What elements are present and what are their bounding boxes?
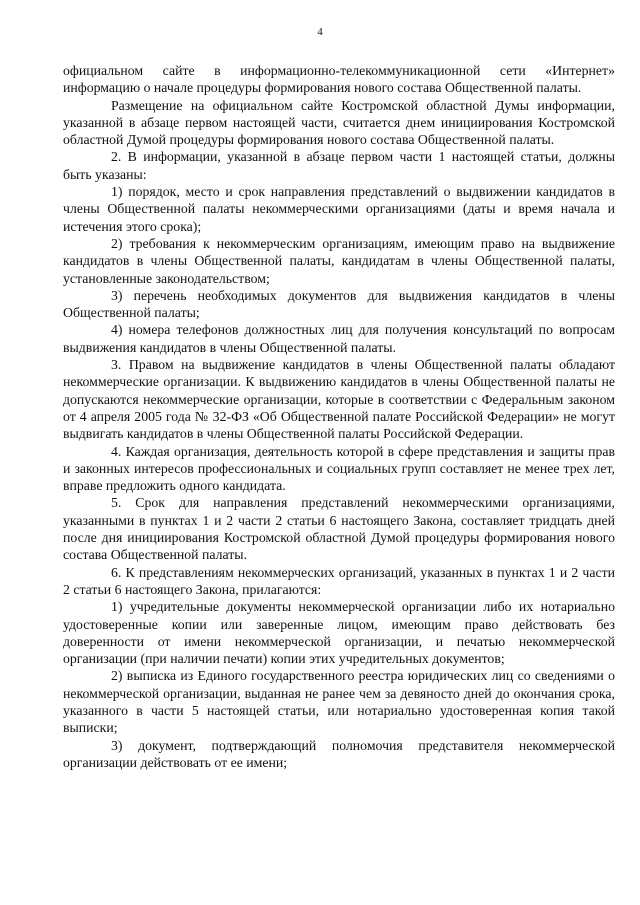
paragraph-item-4: 4. Каждая организация, деятельность которой в сфере представления и защиты прав и законных интересов профессиональных и социальных групп составляет не менее трех лет, вправе предложить одного кандидата.: [63, 443, 615, 494]
paragraph-item-3: 3. Правом на выдвижение кандидатов в члены Общественной палаты обладают некоммерческие организации. К выдвижению кандидатов в члены Общественной палаты не допускаются некоммерческие организации, которые в соответствии с Федеральным законом от 4 апреля 2005 года № 32-ФЗ «Об Общественной палате Российской Федерации» не могут выдвигать кандидатов в члены Общественной палаты Российской Федерации.: [63, 357, 615, 442]
paragraph-item-5: 5. Срок для направления представлений некоммерческими организациями, указанными в пунктах 1 и 2 части 2 статьи 6 настоящего Закона, составляет тридцать дней после дня инициирования Костромской областной Думой процедуры формирования нового состава Общественной палаты.: [63, 495, 615, 563]
list-item: 2) требования к некоммерческим организациям, имеющим право на выдвижение кандидатов в члены Общественной палаты, кандидатам в члены Общественной палаты, установленные законодательством;: [63, 235, 615, 286]
list-item: 3) документ, подтверждающий полномочия представителя некоммерческой организации действовать от ее имени;: [63, 737, 615, 770]
paragraph-placement-rule: Размещение на официальном сайте Костромской областной Думы информации, указанной в абзаце первом настоящей части, считается днем инициирования Костромской областной Думой процедуры формирования нового состава Общественной палаты.: [63, 97, 615, 148]
paragraph-item-2-intro: 2. В информации, указанной в абзаце первом части 1 настоящей статьи, должны быть указаны:: [63, 149, 615, 182]
list-item: 4) номера телефонов должностных лиц для получения консультаций по вопросам выдвижения кандидатов в члены Общественной палаты.: [63, 322, 615, 355]
list-item: 1) порядок, место и срок направления представлений о выдвижении кандидатов в члены Общественной палаты некоммерческими организациями (даты и время начала и истечения этого срока);: [63, 184, 615, 234]
paragraph-item-6-intro: 6. К представлениям некоммерческих организаций, указанных в пунктах 1 и 2 части 2 статьи 6 настоящего Закона, прилагаются:: [63, 564, 615, 597]
document-body: [63, 62, 615, 771]
list-item: 3) перечень необходимых документов для выдвижения кандидатов в члены Общественной палаты;: [63, 287, 615, 321]
list-item: 1) учредительные документы некоммерческой организации либо их нотариально удостоверенные копии или заверенные лицом, имеющим право действовать без доверенности от имени некоммерческой организации, и печатью некоммерческой организации (при наличии печати) копии этих учредительных документов;: [63, 599, 615, 667]
page-number: 4: [317, 26, 323, 38]
list-item: 2) выписка из Единого государственного реестра юридических лиц со сведениями о некоммерческой организации, выданная не ранее чем за девяносто дней до окончания срока, указанного в части 5 настоящей статьи, или нотариально удостоверенная копия такой выписки;: [63, 668, 615, 736]
paragraph-continuation: официальном сайте в информационно-телекоммуникационной сети «Интернет» информацию о начале процедуры формирования нового состава Общественной палаты.: [63, 63, 615, 96]
